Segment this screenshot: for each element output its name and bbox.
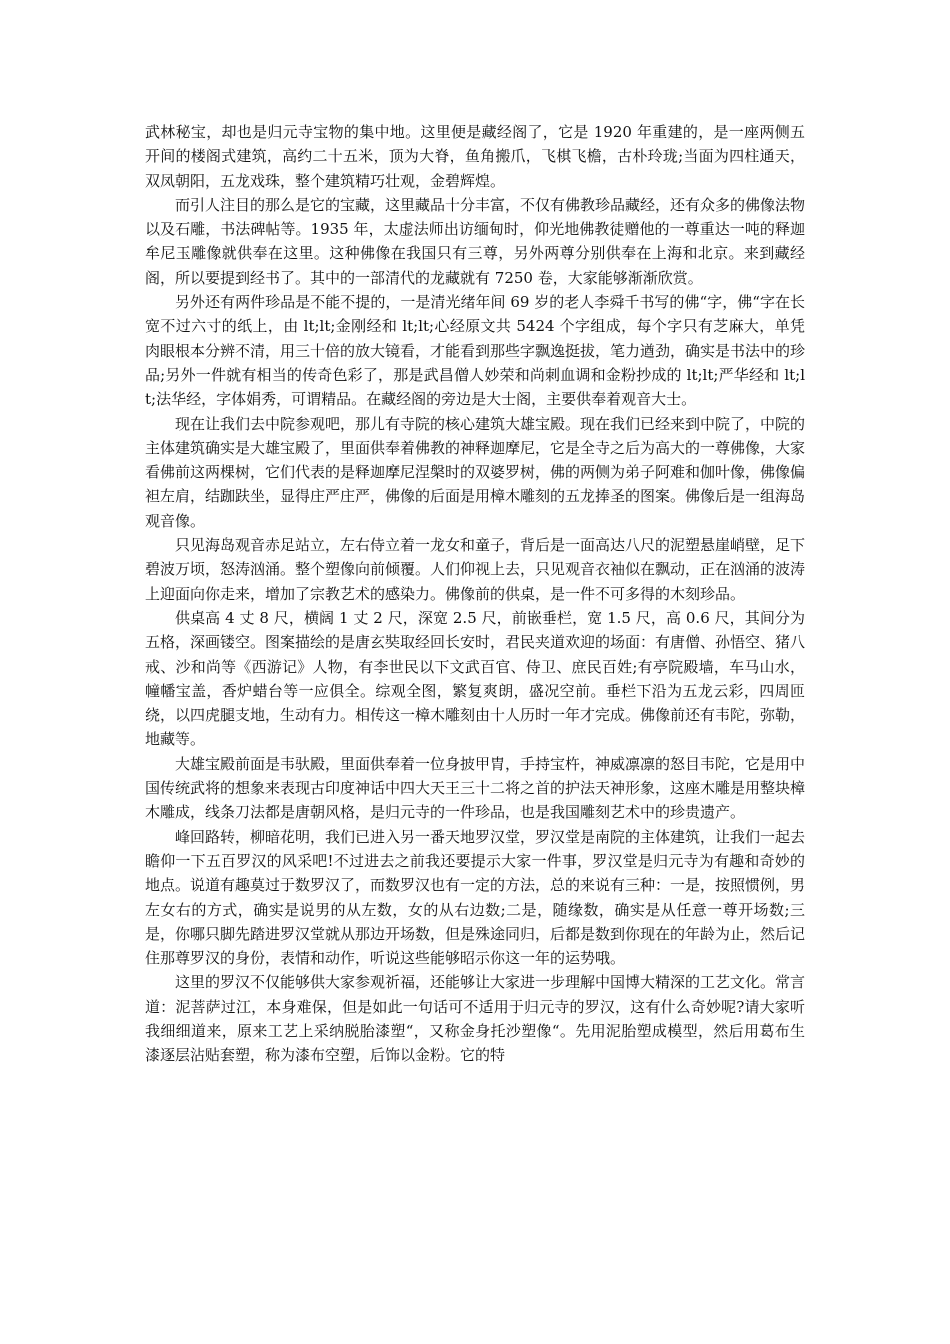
paragraph: 峰回路转，柳暗花明，我们已进入另一番天地罗汉堂，罗汉堂是南院的主体建筑，让我们一起去瞻仰一下五百罗汉的风采吧!不过进去之前我还要提示大家一件事，罗汉堂是归元寺为有趣和奇妙的地点。说道有趣莫过于数罗汉了，而数罗汉也有一定的方法，总的来说有三种：一是，按照惯例，男左女右的方式，确实是说男的从左数，女的从右边数;二是，随缘数，确实是从任意一尊开场数;三是，你哪只脚先踏进罗汉堂就从那边开场数，但是殊途同归，后都是数到你现在的年龄为止，然后记住那尊罗汉的身份，表情和动作，听说这些能够昭示你这一年的运势哦。 [145, 827, 806, 968]
document-body [145, 120, 805, 1068]
paragraph: 武林秘宝，却也是归元寺宝物的集中地。这里便是藏经阁了，它是 1920 年重建的，是一座两侧五开间的楼阁式建筑，高约二十五米，顶为大脊，鱼角搬爪，飞棋飞檐，古朴玲珑;当面为四柱通天，双凤朝阳，五龙戏珠，整个建筑精巧壮观，金碧辉煌。 [145, 123, 805, 190]
paragraph: 这里的罗汉不仅能够供大家参观祈福，还能够让大家进一步理解中国博大精深的工艺文化。常言道：泥菩萨过江，本身难保，但是如此一句话可不适用于归元寺的罗汉，这有什么奇妙呢?请大家听我细细道来，原来工艺上采纳脱胎漆塑“，又称金身托沙塑像“。先用泥胎塑成模型，然后用葛布生漆逐层沾贴套塑，称为漆布空塑，后饰以金粉。它的特 [145, 973, 806, 1065]
paragraph: 只见海岛观音赤足站立，左右侍立着一龙女和童子，背后是一面高达八尺的泥塑悬崖峭壁，足下碧波万顷，怒涛汹涌。整个塑像向前倾覆。人们仰视上去，只见观音衣袖似在飘动，正在汹涌的波涛上迎面向你走来，增加了宗教艺术的感染力。佛像前的供桌，是一件不可多得的木刻珍品。 [145, 536, 806, 603]
paragraph: 而引人注目的那么是它的宝藏，这里藏品十分丰富，不仅有佛教珍品藏经，还有众多的佛像法物以及石雕，书法碑帖等。1935 年，太虚法师出访缅甸时，仰光地佛教徒赠他的一尊重达一吨的释迦牟尼玉雕像就供奉在这里。这种佛像在我国只有三尊，另外两尊分别供奉在上海和北京。来到藏经阁，所以要提到经书了。其中的一部清代的龙藏就有 7250 卷，大家能够渐渐欣赏。 [145, 195, 806, 287]
paragraph: 供桌高 4 丈 8 尺，横阔 1 丈 2 尺，深宽 2.5 尺，前嵌垂栏，宽 1.5 尺，高 0.6 尺，其间分为五格，深画镂空。图案描绘的是唐玄奘取经回长安时，君民夹道欢迎的场面：有唐僧、孙悟空、猪八戒、沙和尚等《西游记》人物，有李世民以下文武百官、侍卫、庶民百姓;有亭院殿墙，车马山水，幢幡宝盖，香炉蜡台等一应俱全。综观全图，繁复爽朗，盛况空前。垂栏下沿为五龙云彩，四周匝绕，以四虎腿支地，生动有力。相传这一樟木雕刻由十人历时一年才完成。佛像前还有韦陀，弥勒，地藏等。 [145, 608, 806, 749]
paragraph: 现在让我们去中院参观吧，那儿有寺院的核心建筑大雄宝殿。现在我们已经来到中院了，中院的主体建筑确实是大雄宝殿了，里面供奉着佛教的神释迦摩尼，它是全寺之后为高大的一尊佛像，大家看佛前这两棵树，它们代表的是释迦摩尼涅槃时的双婆罗树，佛的两侧为弟子阿难和伽叶像，佛像偏袒左肩，结跏趺坐，显得庄严庄严，佛像的后面是用樟木雕刻的五龙捧圣的图案。佛像后是一组海岛观音像。 [145, 414, 806, 530]
paragraph: 另外还有两件珍品是不能不提的，一是清光绪年间 69 岁的老人李舜千书写的佛“字，佛“字在长宽不过六寸的纸上，由 lt;lt;金刚经和 lt;lt;心经原文共 5424 个字组成，每个字只有芝麻大，单凭肉眼根本分辨不清，用三十倍的放大镜看，才能看到那些字飘逸挺拔，笔力遒劲，确实是书法中的珍品;另外一件就有相当的传奇色彩了，那是武昌僧人妙荣和尚刺血调和金粉抄成的 lt;lt;严华经和 lt;lt;法华经，字体娟秀，可谓精品。在藏经阁的旁边是大士阁，主要供奉着观音大士。 [145, 293, 806, 409]
paragraph: 大雄宝殿前面是韦驮殿，里面供奉着一位身披甲胄，手持宝杵，神威凛凛的怒目韦陀，它是用中国传统武将的想象来表现古印度神话中四大天王三十二将之首的护法天神形象，这座木雕是用整块樟木雕成，线条刀法都是唐朝风格，是归元寺的一件珍品，也是我国雕刻艺术中的珍贵遗产。 [145, 754, 806, 822]
